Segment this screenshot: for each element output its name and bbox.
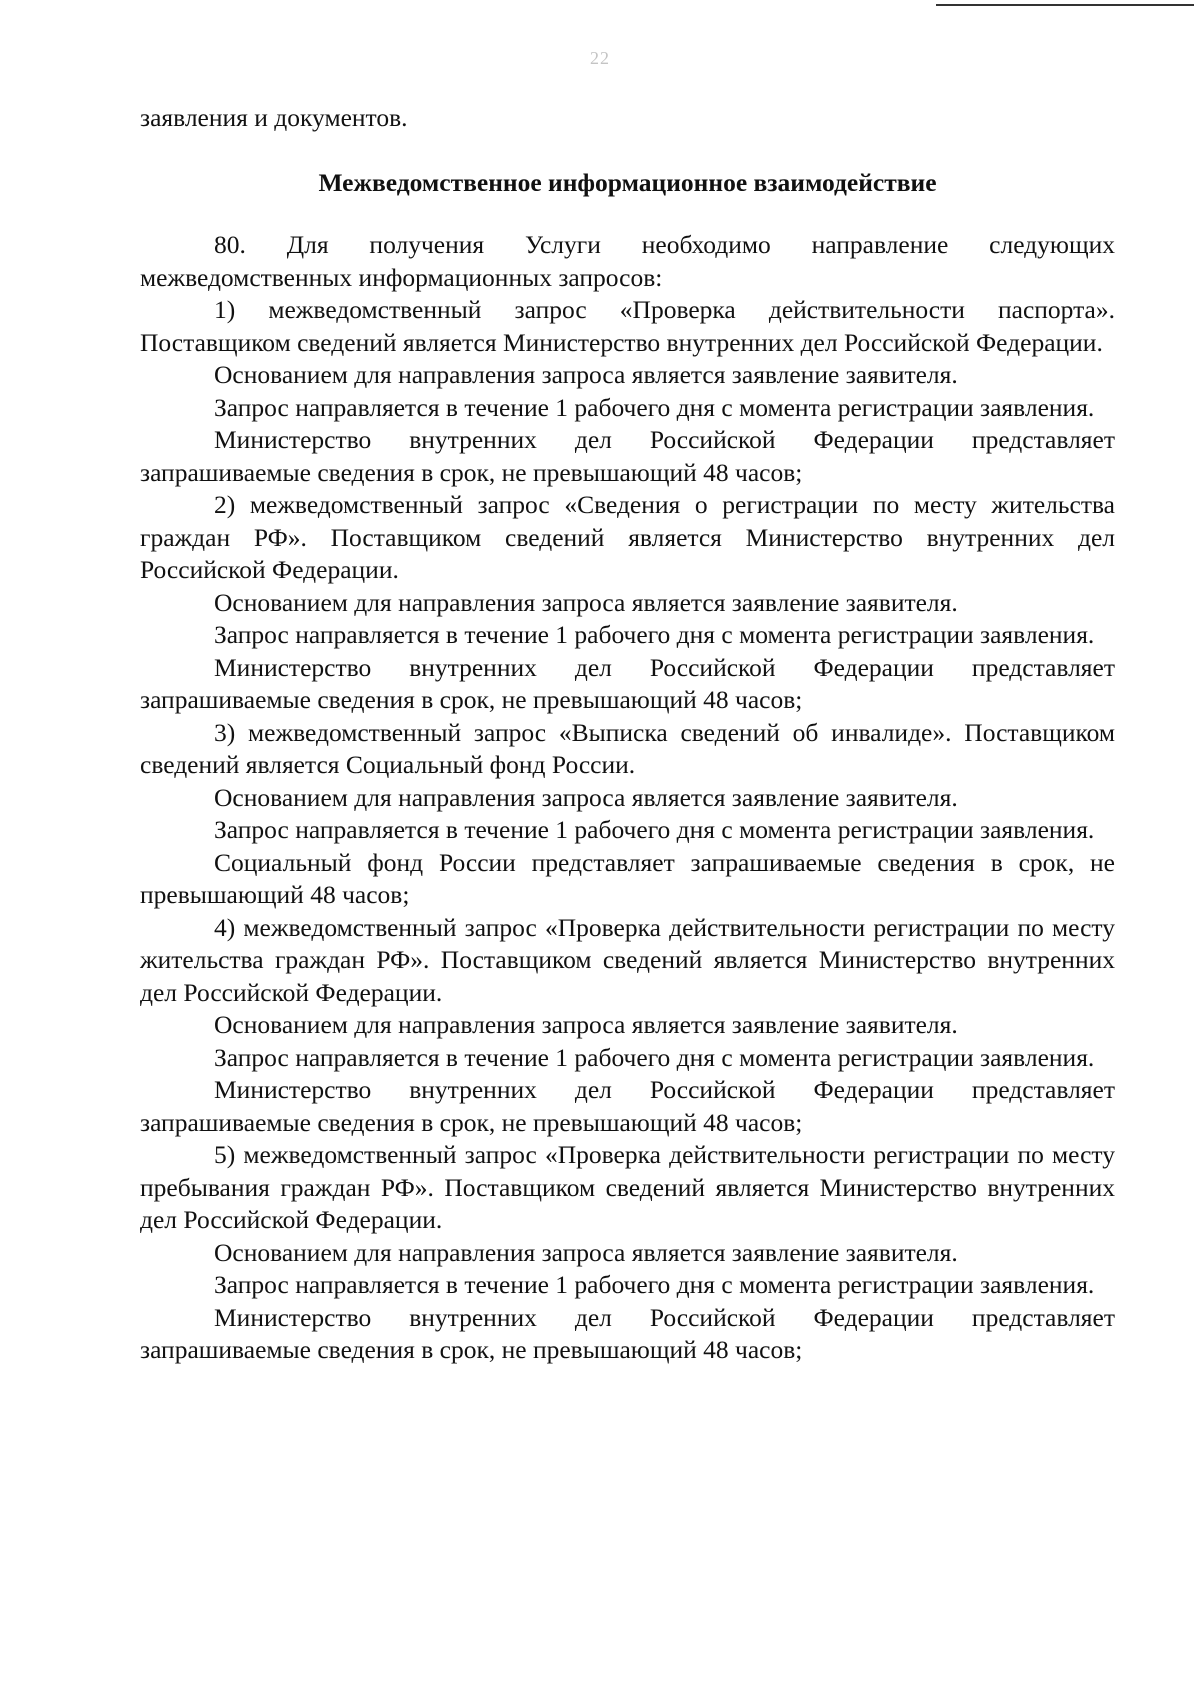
paragraph: Запрос направляется в течение 1 рабочего дня с момента регистрации заявления. [214,1042,1095,1072]
paragraph: Основанием для направления запроса является заявление заявителя. [214,782,958,812]
paragraph: 1) межведомственный запрос «Проверка действительности паспорта». Поставщиком сведений является Министерство внутренних дел Российской Федерации. [140,295,1115,357]
paragraph: Запрос направляется в течение 1 рабочего дня с момента регистрации заявления. [214,1270,1095,1299]
paragraph: Министерство внутренних дел Российской Федерации представляет запрашиваемые сведения в срок, не превышающий 48 часов; [140,1075,1115,1137]
paragraph: 80. Для получения Услуги необходимо направление следующих межведомственных информационных запросов: [140,230,1115,292]
page-number: 22 [590,48,610,68]
paragraph: 5) межведомственный запрос «Проверка действительности регистрации по месту пребывания граждан РФ». Поставщиком сведений является Министерство внутренних дел Российской Федерации. [140,1140,1115,1234]
document-body [140,102,1115,1367]
section-title: Межведомственное информационное взаимодействие [318,167,937,197]
paragraph: Министерство внутренних дел Российской Федерации представляет запрашиваемые сведения в срок, не превышающий 48 часов; [140,652,1115,714]
paragraph: Министерство внутренних дел Российской Федерации представляет запрашиваемые сведения в срок, не превышающий 48 часов; [140,425,1115,487]
paragraph: Основанием для направления запроса является заявление заявителя. [214,1010,958,1039]
paragraph: Министерство внутренних дел Российской Федерации представляет запрашиваемые сведения в срок, не превышающий 48 часов; [140,1302,1115,1364]
paragraph: 4) межведомственный запрос «Проверка действительности регистрации по месту жительства граждан РФ». Поставщиком сведений является Министерство внутренних дел Российской Федерации. [140,912,1115,1007]
top-rule [936,4,1194,6]
paragraph: Запрос направляется в течение 1 рабочего дня с момента регистрации заявления. [214,620,1095,649]
paragraph: 2) межведомственный запрос «Сведения о регистрации по месту жительства граждан РФ». Поставщиком сведений является Министерство внутренних дел Российской Федерации. [140,490,1115,584]
paragraph: Основанием для направления запроса является заявление заявителя. [214,587,958,617]
paragraph: Запрос направляется в течение 1 рабочего дня с момента регистрации заявления. [214,392,1095,422]
paragraph: Основанием для направления запроса является заявление заявителя. [214,1237,958,1267]
paragraph: Запрос направляется в течение 1 рабочего дня с момента регистрации заявления. [214,815,1095,844]
paragraph: Социальный фонд России представляет запрашиваемые сведения в срок, не превышающий 48 часов; [140,847,1115,909]
paragraph: Основанием для направления запроса является заявление заявителя. [214,360,958,389]
lead-text: заявления и документов. [140,103,408,132]
paragraph: 3) межведомственный запрос «Выписка сведений об инвалиде». Поставщиком сведений является Социальный фонд России. [140,717,1115,779]
